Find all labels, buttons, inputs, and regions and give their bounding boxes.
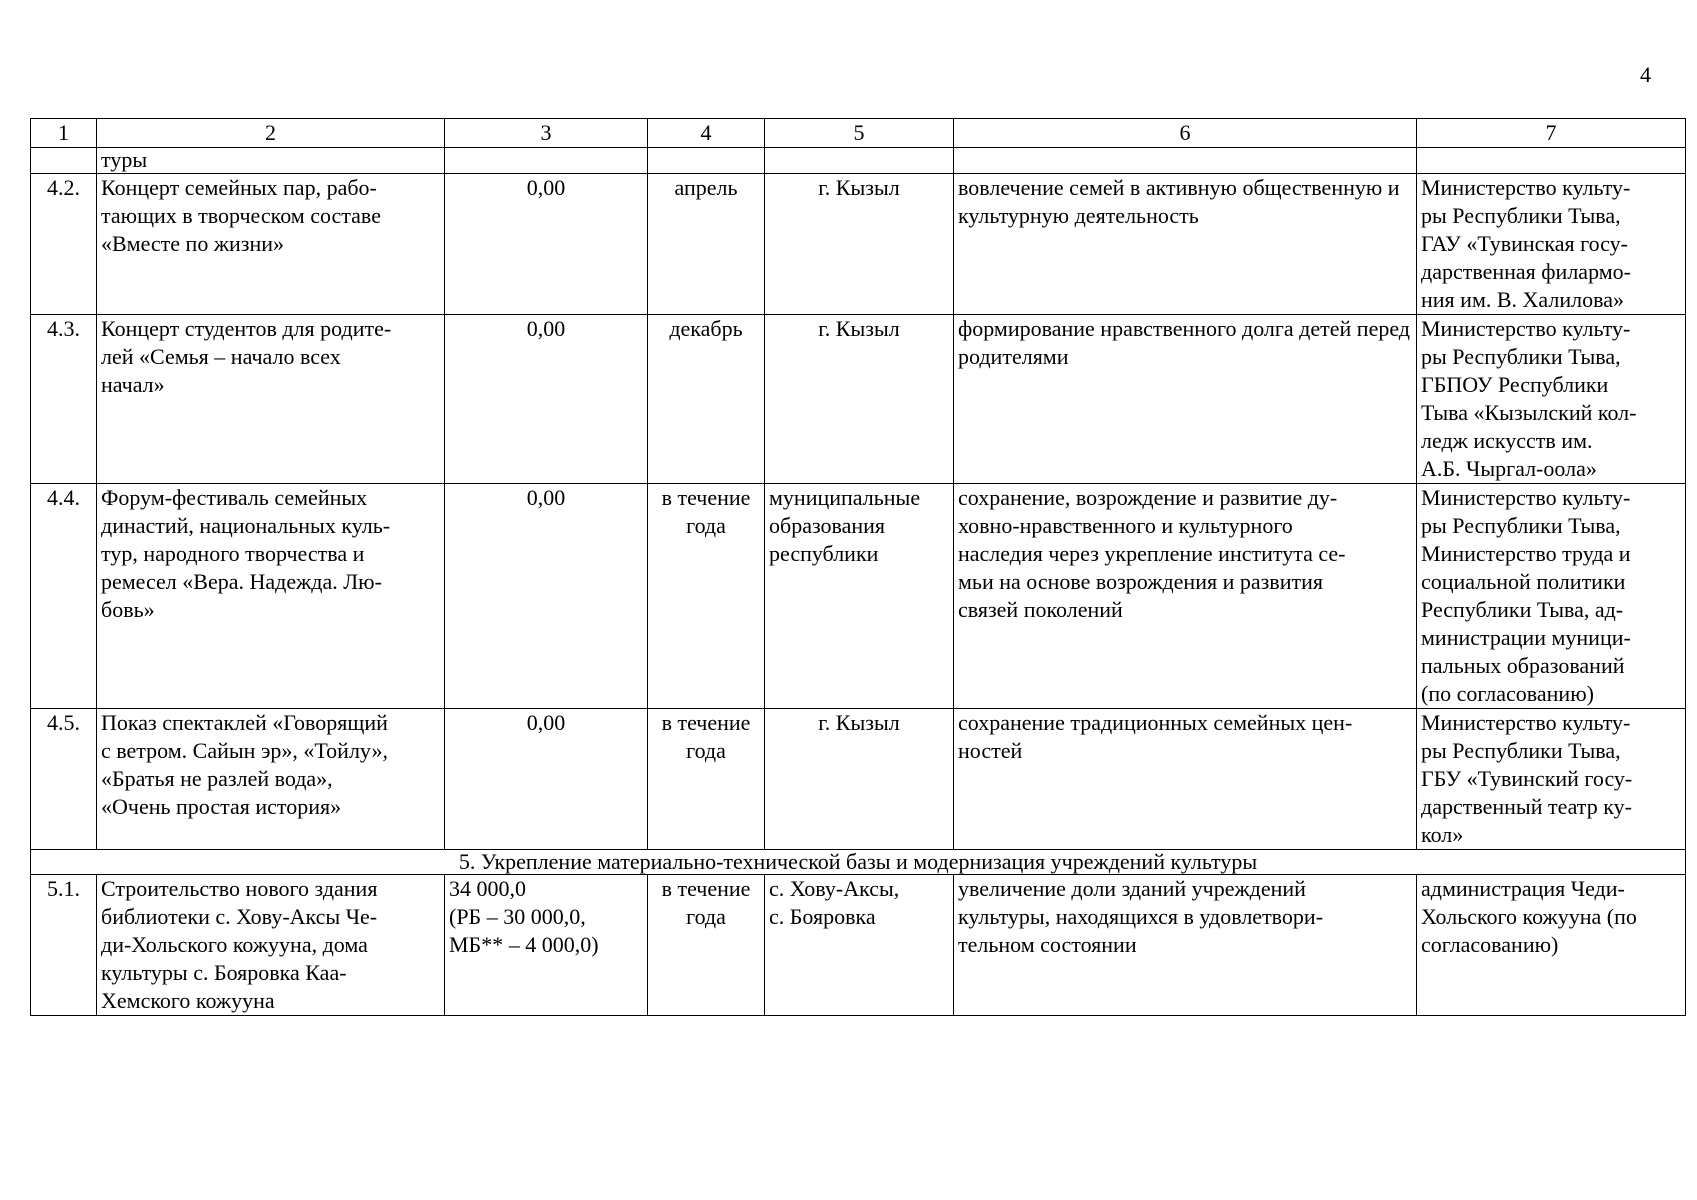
cell-result-line: связей поколений — [958, 597, 1123, 622]
cell-period-line: года — [686, 513, 726, 538]
cell-responsible — [1417, 174, 1686, 315]
cell-result — [954, 174, 1417, 315]
cell-num: 4.4. — [31, 484, 97, 709]
cell-amount-line: 0,00 — [526, 316, 566, 341]
cell-result-line: увеличение доли зданий учреждений — [958, 876, 1306, 901]
cell-place — [765, 174, 954, 315]
cell-name-line: Концерт семейных пар, рабо- — [101, 175, 377, 200]
cell-result-line: мьи на основе возрождения и развития — [958, 569, 1323, 594]
cell-name-line: «Очень простая история» — [101, 794, 342, 819]
cell-amount-line: 0,00 — [526, 485, 566, 510]
cell-name-line: Строительство нового здания — [101, 876, 378, 901]
cell-amount-line: 34 000,0 — [449, 876, 526, 901]
table-row — [31, 484, 1686, 709]
continuation-text: туры — [97, 148, 445, 174]
cell-responsible-line: социальной политики — [1421, 569, 1626, 594]
cell-period — [648, 484, 765, 709]
cell-period-line: декабрь — [669, 316, 743, 341]
cell-responsible-line: ры Республики Тыва, — [1421, 203, 1621, 228]
cell-place — [765, 315, 954, 484]
cell-name — [97, 174, 445, 315]
cell-amount-line: 0,00 — [526, 710, 566, 735]
cell-result — [954, 875, 1417, 1016]
cell-responsible-line: ры Республики Тыва, — [1421, 513, 1621, 538]
cell-responsible-line: ры Республики Тыва, — [1421, 738, 1621, 763]
cell-place — [765, 875, 954, 1016]
cell-name-line: ремесел «Вера. Надежда. Лю- — [101, 569, 382, 594]
cell-responsible-line: пальных образований — [1421, 653, 1625, 678]
cell-name — [97, 315, 445, 484]
cell-period — [648, 315, 765, 484]
cell-responsible-line: дарственная филармо- — [1421, 259, 1631, 284]
cell-responsible-line: Министерство культу- — [1421, 175, 1631, 200]
cell-amount — [445, 709, 648, 850]
cell-amount — [445, 315, 648, 484]
cell-responsible-line: ры Республики Тыва, — [1421, 344, 1621, 369]
cell-name-line: начал» — [101, 372, 165, 397]
cell-responsible — [1417, 709, 1686, 850]
cell-responsible-line: ГБУ «Тувинский госу- — [1421, 766, 1633, 791]
cell-responsible-line: ГАУ «Тувинская госу- — [1421, 231, 1628, 256]
cell-name — [97, 875, 445, 1016]
cell-place-line: с. Бояровка — [769, 904, 876, 929]
cell-place-line: г. Кызыл — [818, 316, 900, 341]
cell-place-line: муниципальные — [769, 485, 921, 510]
cell-name-line: культуры с. Бояровка Каа- — [101, 960, 347, 985]
cell-result — [954, 315, 1417, 484]
cell-result-line: тельном состоянии — [958, 932, 1137, 957]
cell-place-line: образования — [769, 513, 886, 538]
table-row — [31, 875, 1686, 1016]
cell-place — [765, 709, 954, 850]
cell-place-line: с. Хову-Аксы, — [769, 876, 900, 901]
cell-responsible-line: ГБПОУ Республики — [1421, 372, 1609, 397]
cell-responsible-line: согласованию) — [1421, 932, 1559, 957]
cell-name-line: Концерт студентов для родите- — [101, 316, 392, 341]
cell-place-line: г. Кызыл — [818, 175, 900, 200]
cell-result-line: сохранение, возрождение и развитие ду- — [958, 485, 1338, 510]
cell-amount-line: (РБ – 30 000,0, — [449, 904, 586, 929]
cell-period-line: в течение — [661, 710, 751, 735]
cell-responsible-line: Министерство культу- — [1421, 710, 1631, 735]
cell-period — [648, 875, 765, 1016]
table-row — [31, 709, 1686, 850]
cell-amount-line: 0,00 — [526, 175, 566, 200]
cell-name-line: тающих в творческом составе — [101, 203, 381, 228]
cell-period-line: года — [686, 738, 726, 763]
cell-responsible-line: (по согласованию) — [1421, 681, 1594, 706]
cell-period-line: апрель — [674, 175, 738, 200]
cell-responsible-line: Хольского кожууна (по — [1421, 904, 1637, 929]
cell-responsible — [1417, 875, 1686, 1016]
cell-name-line: ди-Хольского кожууна, дома — [101, 932, 368, 957]
cell-amount — [445, 875, 648, 1016]
continuation-num — [31, 148, 97, 174]
cell-responsible-line: Тыва «Кызылский кол- — [1421, 400, 1637, 425]
header-cell-7: 7 — [1417, 119, 1686, 148]
cell-name-line: династий, национальных куль- — [101, 513, 391, 538]
cell-responsible-line: кол» — [1421, 822, 1464, 847]
section-row — [31, 850, 1686, 875]
cell-result — [954, 484, 1417, 709]
header-cell-5: 5 — [765, 119, 954, 148]
cell-period — [648, 709, 765, 850]
cell-name-line: лей «Семья – начало всех — [101, 344, 341, 369]
cell-result-line: культуры, находящихся в удовлетвори- — [958, 904, 1324, 929]
cell-result-line: сохранение традиционных семейных цен- — [958, 710, 1353, 735]
cell-responsible-line: Министерство культу- — [1421, 316, 1631, 341]
cell-amount — [445, 484, 648, 709]
cell-period-line: года — [686, 904, 726, 929]
cell-amount — [445, 174, 648, 315]
cell-name — [97, 709, 445, 850]
cell-name-line: «Вместе по жизни» — [101, 231, 285, 256]
cell-name-line: тур, народного творчества и — [101, 541, 365, 566]
header-cell-3: 3 — [445, 119, 648, 148]
cell-responsible-line: Министерство труда и — [1421, 541, 1631, 566]
cell-result-line: вовлечение семей в активную общественную и культурную деятельность — [958, 175, 1400, 228]
cell-responsible-line: А.Б. Чыргал-оола» — [1421, 456, 1597, 481]
cell-result-line: формирование нравственного долга детей перед родителями — [958, 316, 1410, 369]
page-number: 4 — [1640, 62, 1651, 87]
cell-name-line: Хемского кожууна — [101, 988, 275, 1013]
section-title: 5. Укрепление материально-технической базы и модернизация учреждений культуры — [31, 850, 1686, 875]
cell-period-line: в течение — [661, 485, 751, 510]
cell-responsible — [1417, 484, 1686, 709]
cell-num: 4.3. — [31, 315, 97, 484]
cell-amount-line: МБ** – 4 000,0) — [449, 932, 599, 957]
cell-period-line: в течение — [661, 876, 751, 901]
cell-name-line: бовь» — [101, 597, 155, 622]
cell-result-line: ховно-нравственного и культурного — [958, 513, 1293, 538]
cell-responsible-line: ния им. В. Халилова» — [1421, 287, 1624, 312]
cell-place — [765, 484, 954, 709]
header-row — [31, 119, 1686, 148]
table-row — [31, 315, 1686, 484]
cell-place-line: г. Кызыл — [818, 710, 900, 735]
header-cell-2: 2 — [97, 119, 445, 148]
cell-responsible-line: Министерство культу- — [1421, 485, 1631, 510]
cell-result — [954, 709, 1417, 850]
cell-place-line: республики — [769, 541, 879, 566]
cell-responsible-line: администрация Чеди- — [1421, 876, 1625, 901]
cell-responsible-line: ледж искусств им. — [1421, 428, 1593, 453]
table-row — [31, 174, 1686, 315]
cell-responsible — [1417, 315, 1686, 484]
cell-num: 5.1. — [31, 875, 97, 1016]
cell-result-line: наследия через укрепление института се- — [958, 541, 1346, 566]
cell-responsible-line: Республики Тыва, ад- — [1421, 597, 1624, 622]
cell-name — [97, 484, 445, 709]
header-cell-4: 4 — [648, 119, 765, 148]
cell-name-line: Форум-фестиваль семейных — [101, 485, 368, 510]
cell-name-line: «Братья не разлей вода», — [101, 766, 333, 791]
cell-period — [648, 174, 765, 315]
cell-responsible-line: министрации муници- — [1421, 625, 1631, 650]
cell-responsible-line: дарственный театр ку- — [1421, 794, 1632, 819]
cell-name-line: библиотеки с. Хову-Аксы Че- — [101, 904, 378, 929]
cell-name-line: Показ спектаклей «Говорящий — [101, 710, 388, 735]
cell-num: 4.2. — [31, 174, 97, 315]
plan-table — [30, 118, 1686, 1016]
header-cell-1: 1 — [31, 119, 97, 148]
continuation-row — [31, 148, 1686, 174]
header-cell-6: 6 — [954, 119, 1417, 148]
cell-name-line: с ветром. Сайын эр», «Тойлу», — [101, 738, 388, 763]
table-body — [31, 119, 1686, 1016]
cell-result-line: ностей — [958, 738, 1023, 763]
cell-num: 4.5. — [31, 709, 97, 850]
